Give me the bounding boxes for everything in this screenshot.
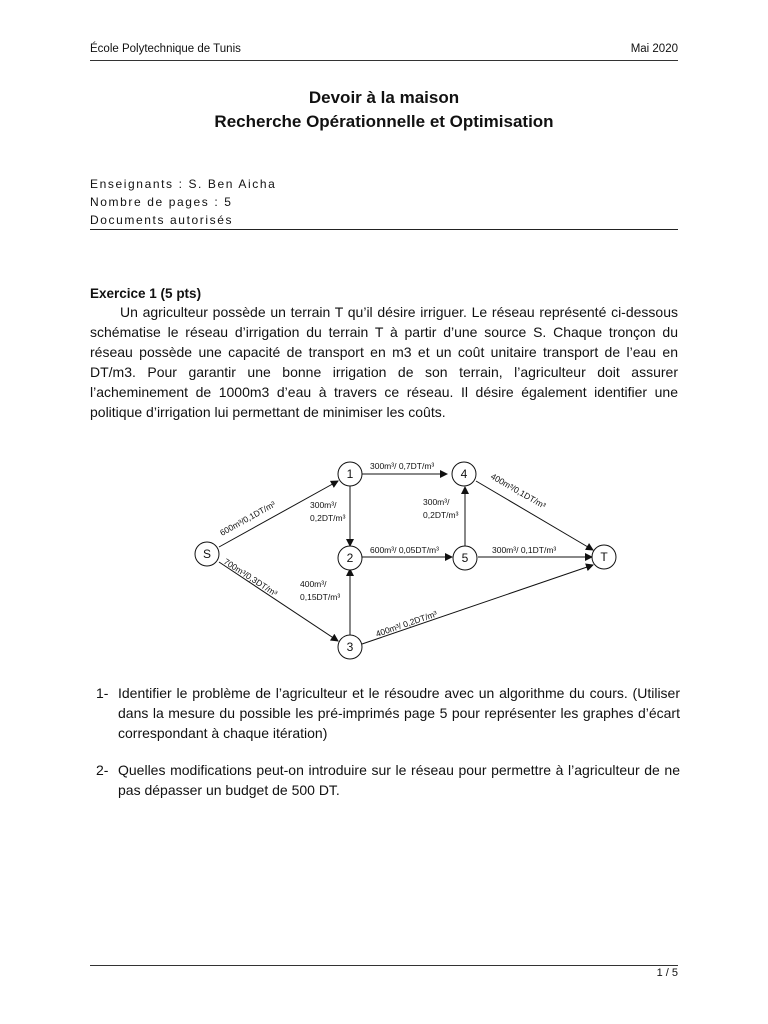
edge-label-1-2-b: 0,2DT/m³ [310,513,346,523]
header-date: Mai 2020 [630,43,678,55]
pages-line: Nombre de pages : 5 [90,195,233,209]
node-label-2: 2 [346,551,354,565]
doc-title: Devoir à la maison [308,88,460,107]
doc-subtitle: Recherche Opérationnelle et Optimisation [214,112,554,131]
edge-label-2-5: 600m³/ 0,05DT/m³ [370,545,439,555]
node-label-5: 5 [461,551,469,565]
exercise-title: Exercice 1 (5 pts) [90,286,202,301]
edge-label-5-4-b: 0,2DT/m³ [423,510,459,520]
footer-divider [90,965,678,966]
node-label-s: S [202,547,212,561]
edge-label-4-t: 400m³/0,1DT/m³ [489,471,548,511]
teachers-line: Enseignants : S. Ben Aicha [90,177,277,191]
question-number: 2- [96,762,109,778]
page-header [90,43,678,61]
edge-label-3-2-a: 400m³/ [300,579,327,589]
question-text: Quelles modifications peut-on introduire sur le réseau pour permettre à l’agriculteur de ne pas dépasser un budget de 500 DT. [118,762,680,798]
node-label-4: 4 [460,467,468,481]
page-number: 1 / 5 [656,967,678,979]
meta-divider [90,229,678,230]
node-label-3: 3 [346,640,354,654]
irrigation-network-diagram [190,456,620,666]
edge-label-3-t: 400m³/ 0,2DT/m³ [374,608,439,639]
node-label-t: T [600,550,608,564]
question-1 [96,683,680,743]
edge-label-s-1: 600m³/0,1DT/m³ [218,499,278,538]
edge-4-t [476,481,593,550]
question-text: Identifier le problème de l’agriculteur et le résoudre avec un algorithme du cours. (Utiliser dans la mesure du possible les pré-imprimés page 5 pour représenter les graphes d’écart correspondant à chaque itération) [118,685,680,741]
header-divider [90,60,678,61]
edge-label-1-4: 300m³/ 0,7DT/m³ [370,461,435,471]
institution-name: École Polytechnique de Tunis [90,43,241,55]
edge-label-1-2-a: 300m³/ [310,500,337,510]
question-2 [96,760,680,800]
documents-line: Documents autorisés [90,213,234,227]
edge-label-5-t: 300m³/ 0,1DT/m³ [492,545,557,555]
edge-label-3-2-b: 0,15DT/m³ [300,592,341,602]
node-label-1: 1 [346,467,354,481]
edge-label-s-3: 700m³/0,3DT/m³ [221,556,280,599]
exercise-text: Un agriculteur possède un terrain T qu’il désire irriguer. Le réseau représenté ci-dessous schématise le réseau d’irrigation du terrain T à partir d’une source S. Chaque tronçon du réseau possède une capacité de transport en m3 et un coût unitaire transport de l’eau en DT/m3. Pour garantir une bonne irrigation de son terrain, l’agriculteur doit assurer l’acheminement de 1000m3 d’eau à travers ce réseau. Il désire également identifier une politique d’irrigation lui permettant de minimiser les coûts. [90,304,678,420]
edge-label-5-4-a: 300m³/ [423,497,450,507]
question-number: 1- [96,685,109,701]
